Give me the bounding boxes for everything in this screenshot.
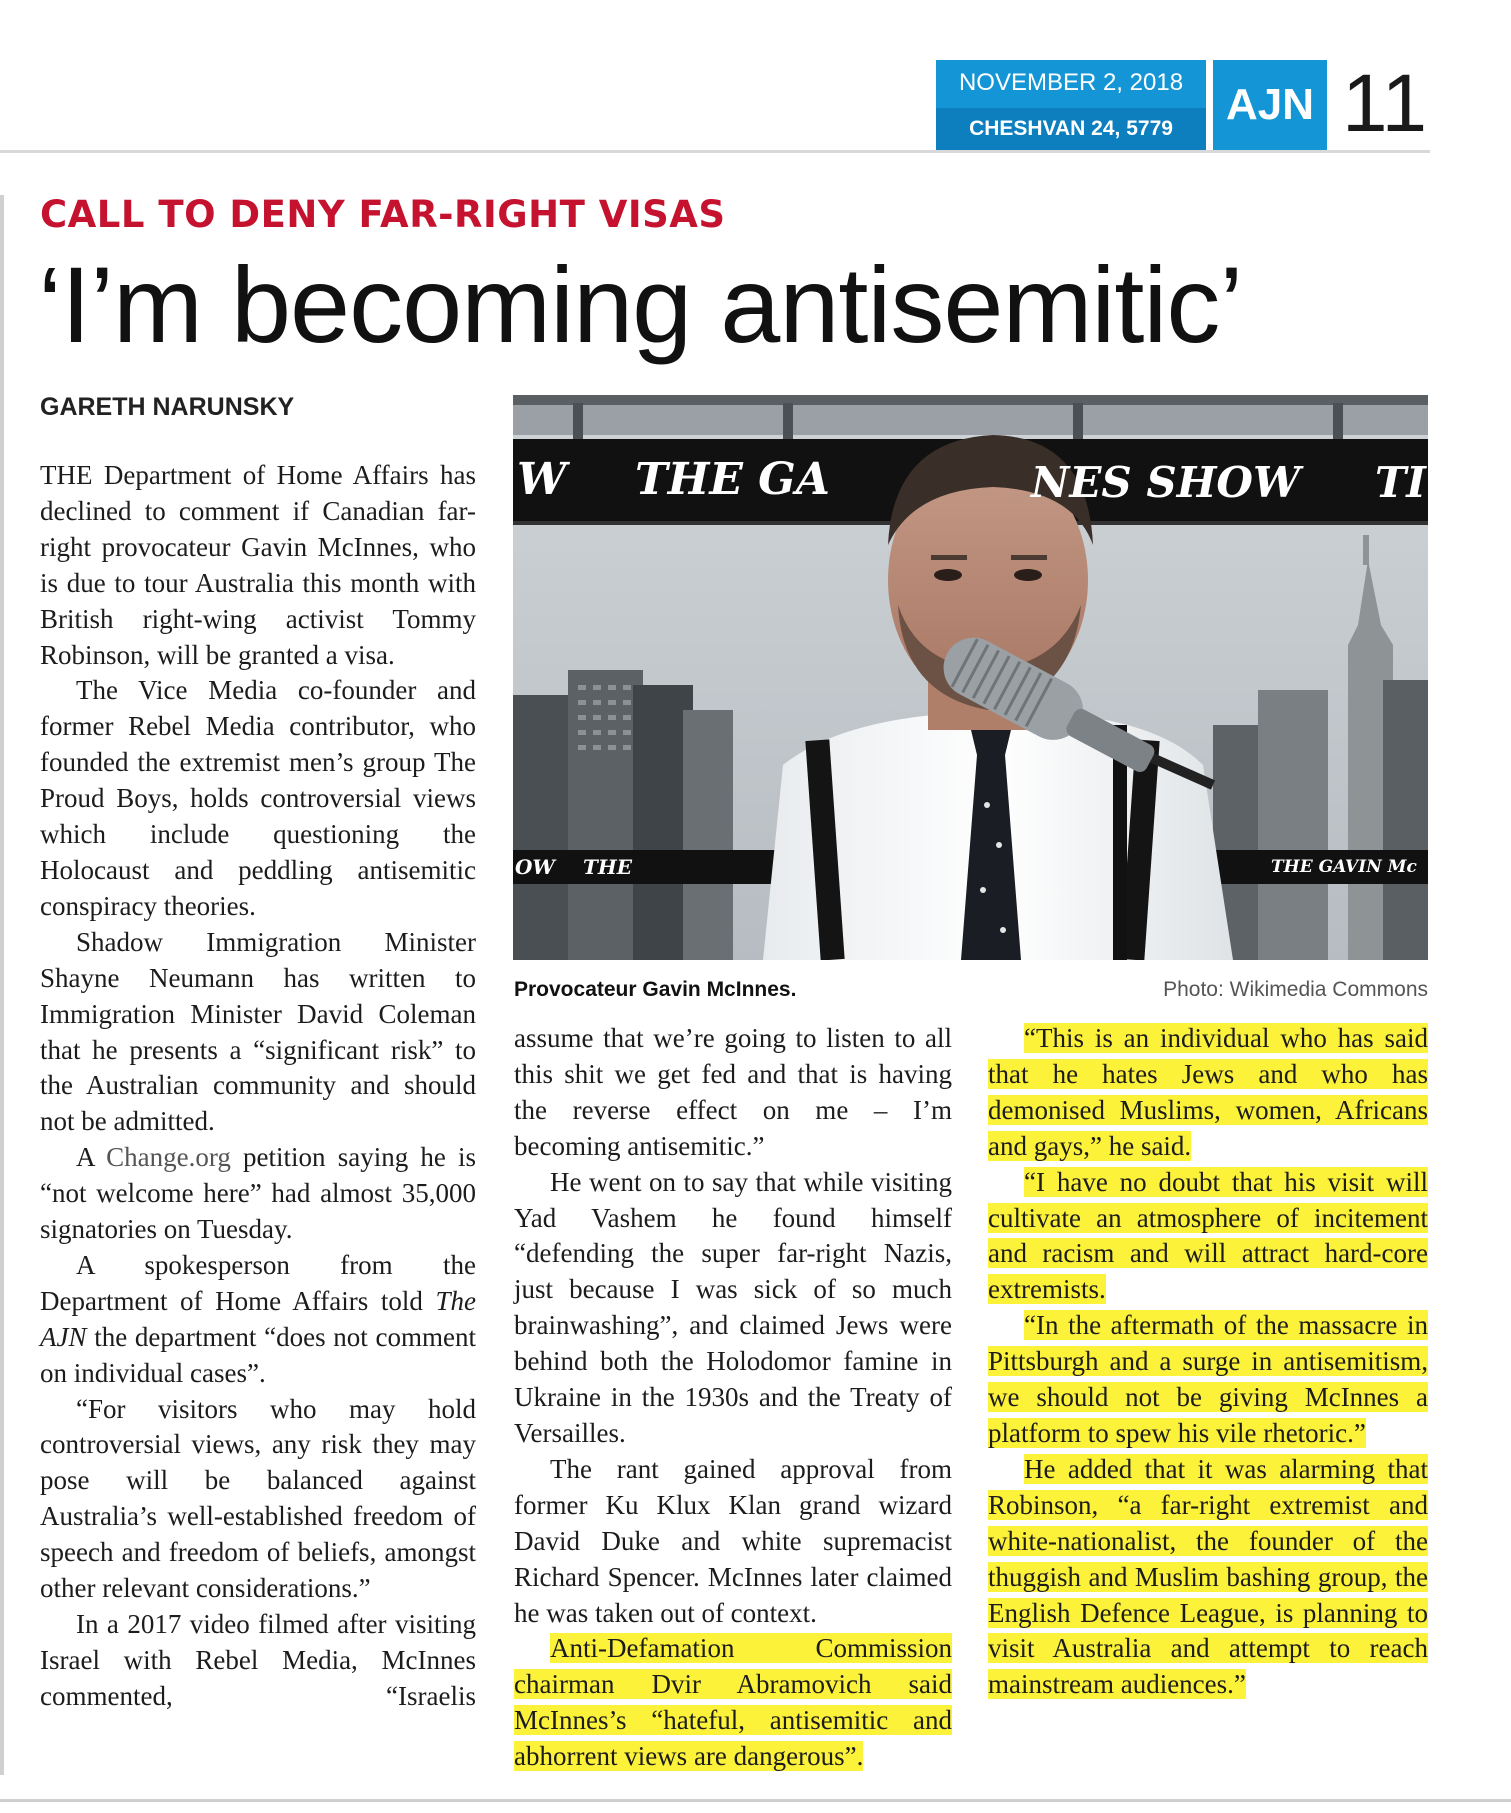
article-headline: ‘I’m becoming antisemitic’ [38,244,1243,365]
highlighted-text: “This is an individual who has said that he hates Jews and who has demonised Muslims, women, Africans and gays,” he said. [988,1023,1428,1161]
footer-rule [0,1799,1511,1802]
article-photo [513,395,1428,960]
paragraph-4-end: petition saying he is “not welcome here” had almost 35,000 signatories on Tuesday. [40,1142,476,1245]
paragraph-15-highlighted [988,1452,1428,1703]
highlighted-text: “In the aftermath of the massacre in Pittsburgh and a surge in antisemitism, we should not be giving McInnes a platform to spew his vile rhetoric.” [988,1310,1428,1448]
paragraph-11-highlighted [514,1631,952,1775]
banner-title-left: THE GA [635,454,830,505]
highlighted-text: He added that it was alarming that Robinson, “a far-right extremist and white-nationalist, the founder of the thuggish and Muslim bashing group, the English Defence League, is planning to visit Australia and attempt to reach mainstream audiences.” [988,1453,1428,1700]
banner-edge-right: TI [1375,458,1426,507]
article-column-3 [988,1021,1428,1703]
article-kicker: CALL TO DENY FAR-RIGHT VISAS [40,193,726,236]
paragraph-4 [40,1140,476,1248]
article-column-2 [514,1021,952,1775]
hebrew-date: CHESHVAN 24, 5779 [936,108,1206,150]
highlighted-text: “I have no doubt that his visit will cultivate an atmosphere of incitement and racism and will attract hard-core extremists. [988,1166,1428,1305]
change-org-link[interactable]: Change.org [106,1142,231,1173]
banner-title-right: NES SHOW [1031,458,1301,507]
paragraph-5 [40,1248,476,1392]
paragraph-13-highlighted [988,1165,1428,1309]
paragraph-8: assume that we’re going to listen to all this shit we get fed and that is having the reverse effect on me – I’m becoming antisemitic.” [514,1023,952,1161]
banner-low-left-1: OW [515,855,555,879]
paragraph-14-highlighted [988,1308,1428,1452]
paragraph-12-highlighted [988,1021,1428,1165]
ajn-logo: AJN [1210,60,1327,150]
highlighted-text: Anti-Defamation Commission chairman Dvir Abramovich said McInnes’s “hateful, antisemitic and abhorrent views are dangerous”. [514,1633,952,1772]
photo-credit: Photo: Wikimedia Commons [1163,978,1428,1001]
issue-date: NOVEMBER 2, 2018 [958,69,1184,96]
banner-low-left-2: THE [583,855,633,879]
paragraph-5-start: A spokesperson from the Department of Home Affairs told [40,1249,476,1316]
publication-name: The AJN [40,1285,476,1352]
paragraph-7: In a 2017 video filmed after visiting Israel with Rebel Media, McInnes commented, “Israelis [40,1609,476,1711]
article-column-1 [40,458,476,1715]
paragraph-3: Shadow Immigration Minister Shayne Neumann has written to Immigration Minister David Coleman that he presents a “significant risk” to the Australian community and should not be admitted. [40,926,476,1137]
left-margin-rule [0,195,4,1775]
banner-low-right: THE GAVIN Mc [1271,857,1417,877]
page-number: 11 [1342,58,1428,149]
photo-caption: Provocateur Gavin McInnes. [514,978,797,1001]
paragraph-6: “For visitors who may hold controversial views, any risk they may pose will be balanced against Australia’s well-established freedom of speech and freedom of beliefs, amongst other relevant considerations.” [40,1393,476,1604]
paragraph-9: He went on to say that while visiting Yad Vashem he found himself “defending the super far-right Nazis, just because I was sick of so much brainwashing”, and claimed Jews were behind both the Holodomor famine in Ukraine in the 1930s and the Treaty of Versailles. [514,1166,952,1448]
article-byline: GARETH NARUNSKY [40,393,295,421]
paragraph-4-start: A [76,1142,107,1173]
paragraph-5-end: the department “does not comment on individual cases”. [40,1321,476,1388]
banner-edge-left: W [517,454,567,505]
paragraph-10: The rant gained approval from former Ku Klux Klan grand wizard David Duke and white supremacist Richard Spencer. McInnes later claimed he was taken out of context. [514,1453,952,1628]
date-block [936,60,1206,150]
header-rule [0,150,1430,153]
paragraph-1: THE Department of Home Affairs has declined to comment if Canadian far-right provocateur Gavin McInnes, who is due to tour Australia this month with British right-wing activist Tommy Robinson, will be granted a visa. [40,460,476,670]
paragraph-2: The Vice Media co-founder and former Rebel Media contributor, who founded the extremist men’s group The Proud Boys, holds controversial views which include questioning the Holocaust and peddling antisemitic conspiracy theories. [40,675,476,921]
